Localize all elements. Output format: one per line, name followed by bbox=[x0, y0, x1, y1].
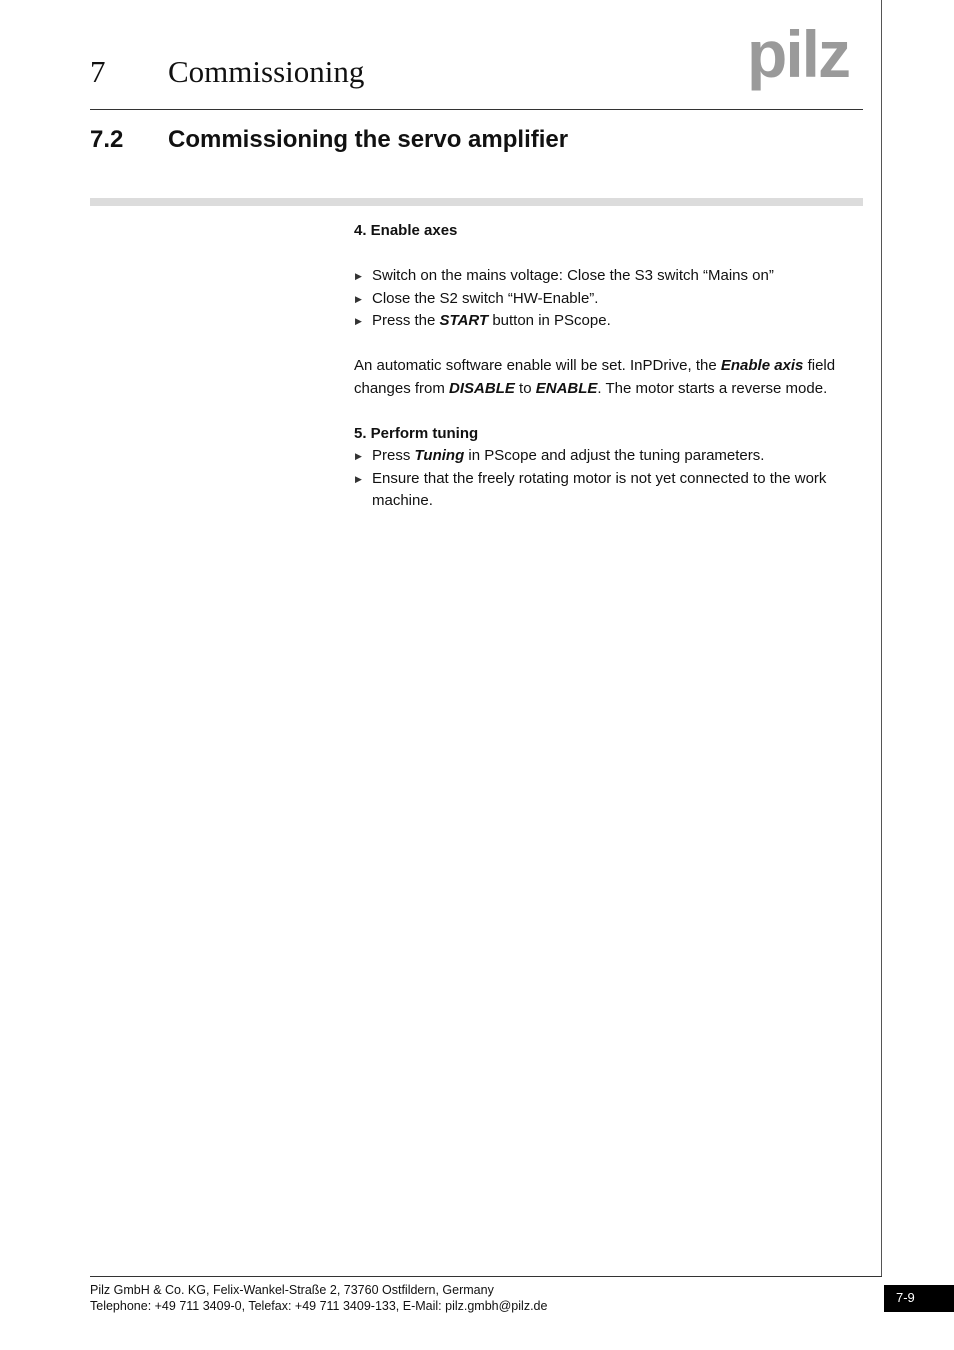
enable-axes-list bbox=[354, 265, 864, 333]
tuning-button-reference: Tuning bbox=[414, 447, 465, 464]
pilz-logo bbox=[747, 28, 865, 99]
main-content bbox=[354, 220, 864, 513]
list-item-text: Ensure that the freely rotating motor is not yet connected to the work machine. bbox=[372, 469, 827, 509]
footer-address bbox=[90, 1282, 547, 1314]
triangle-bullet-icon: ▶ bbox=[355, 451, 362, 461]
section-title: Commissioning the servo amplifier bbox=[168, 126, 569, 153]
list-item bbox=[354, 445, 864, 468]
triangle-bullet-icon: ▶ bbox=[355, 293, 362, 304]
triangle-bullet-icon: ▶ bbox=[355, 271, 362, 281]
list-item bbox=[354, 265, 864, 288]
footer-line-contact: Telephone: +49 711 3409-0, Telefax: +49 711 3409-133, E-Mail: pilz.gmbh@pilz.de bbox=[90, 1299, 548, 1313]
chapter-title: Commissioning bbox=[168, 54, 365, 89]
enable-value-reference: ENABLE bbox=[535, 379, 598, 397]
footer-line-address: Pilz GmbH & Co. KG, Felix-Wankel-Straße 2, 73760 Ostfildern, Germany bbox=[90, 1283, 494, 1297]
list-item-text-pre: Press bbox=[372, 447, 415, 464]
enable-description-paragraph: An automatic software enable will be set. InPDrive, the Enable axis field changes from DISABLE to ENABLE. The motor starts a reverse mode. bbox=[354, 357, 836, 397]
section-number: 7.2 bbox=[90, 126, 124, 153]
list-item-text-post: in PScope and adjust the tuning parameters. bbox=[464, 447, 765, 464]
chapter-number: 7 bbox=[90, 54, 106, 89]
header-rule bbox=[90, 109, 863, 110]
start-button-reference: START bbox=[439, 312, 489, 329]
disable-value-reference: DISABLE bbox=[449, 379, 515, 397]
list-item-text-post: button in PScope. bbox=[488, 312, 611, 329]
triangle-bullet-icon: ▶ bbox=[355, 316, 362, 326]
list-item bbox=[354, 310, 864, 333]
page-number-badge bbox=[884, 1285, 954, 1312]
section-divider-bar bbox=[90, 198, 863, 206]
step-heading-perform-tuning: 5. Perform tuning bbox=[354, 424, 479, 442]
footer-rule bbox=[90, 1276, 882, 1277]
list-item-text-pre: Press the bbox=[372, 312, 440, 329]
margin-vertical-line bbox=[881, 0, 882, 1276]
page-number: 7-9 bbox=[896, 1290, 915, 1305]
list-item bbox=[354, 468, 864, 513]
enable-axis-field-reference: Enable axis bbox=[720, 357, 804, 374]
triangle-bullet-icon: ▶ bbox=[355, 473, 362, 484]
perform-tuning-list bbox=[354, 445, 864, 513]
list-item-text: Switch on the mains voltage: Close the S3 switch “Mains on” bbox=[372, 267, 774, 284]
list-item bbox=[354, 288, 864, 311]
list-item-text: Close the S2 switch “HW-Enable”. bbox=[372, 289, 599, 307]
svg-text:pilz: pilz bbox=[747, 28, 849, 91]
step-heading-enable-axes: 4. Enable axes bbox=[354, 222, 458, 239]
pilz-logo-mark bbox=[747, 28, 865, 94]
